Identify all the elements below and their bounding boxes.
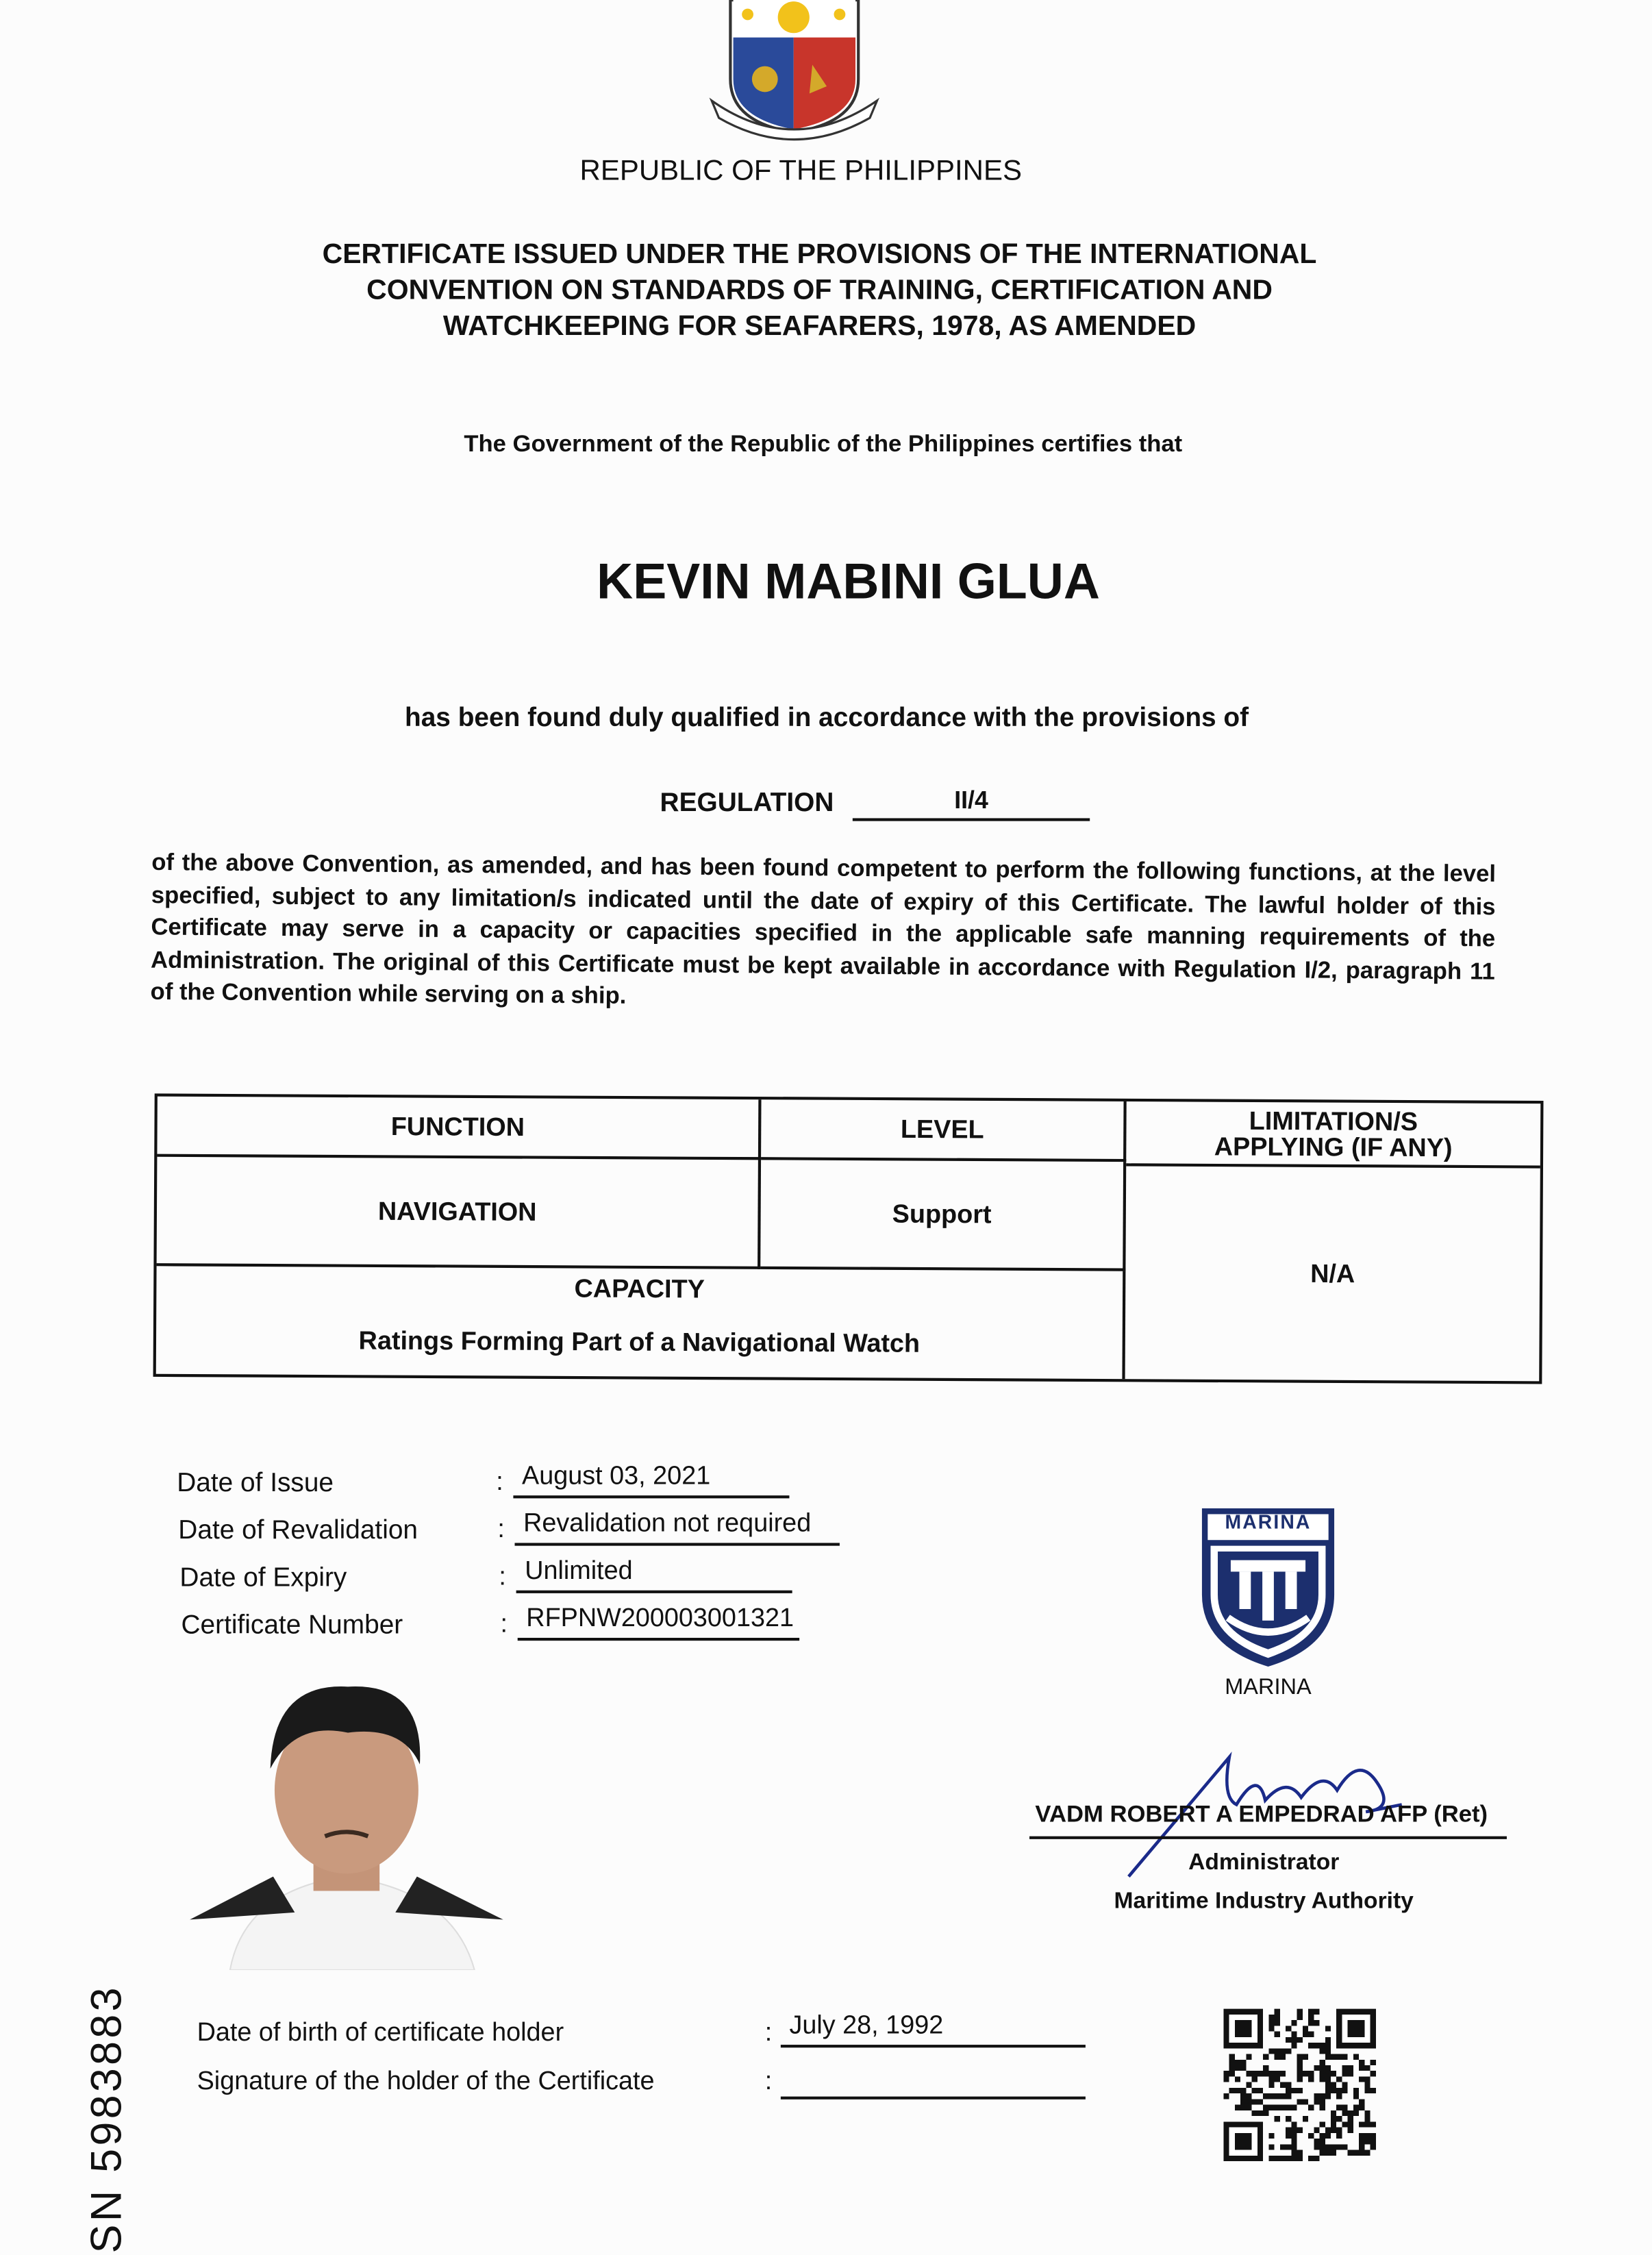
- title-line-1: CERTIFICATE ISSUED UNDER THE PROVISIONS OF THE INTERNATIONAL: [322, 238, 1317, 271]
- holder-name: KEVIN MABINI GLUA: [597, 553, 1100, 610]
- body-paragraph: of the above Convention, as amended, and has been found competent to perform the following functions, at the level specified, subject to any limitation/s indicated until the date of expiry of this Certificate. The lawful holder of this Certificate may serve in a capacity or capacities specified in the applicable safe manning requirements of the Administration. The original of this Certificate must be kept available in accordance with Regulation I/2, paragraph 11 of the Convention while serving on a ship.: [150, 849, 1497, 1010]
- colon: :: [764, 2066, 773, 2095]
- regulation-label: REGULATION: [660, 786, 834, 817]
- date-of-expiry-value: Unlimited: [516, 1556, 792, 1593]
- certificate-number-value: RFPNW200003001321: [518, 1604, 799, 1641]
- capacity-label: CAPACITY: [156, 1266, 1125, 1311]
- date-of-expiry-label: Date of Expiry: [179, 1561, 347, 1592]
- marina-caption: MARINA: [1225, 1675, 1312, 1700]
- date-of-issue-value: August 03, 2021: [513, 1461, 789, 1499]
- signatory-title: Administrator: [1188, 1850, 1340, 1876]
- limitations-value: N/A: [1310, 1258, 1355, 1288]
- qr-code-icon: [1222, 2009, 1377, 2162]
- colon: :: [500, 1609, 508, 1638]
- certificate-number-label: Certificate Number: [181, 1609, 403, 1640]
- signatory-org: Maritime Industry Authority: [1114, 1889, 1414, 1915]
- date-of-issue-label: Date of Issue: [177, 1467, 334, 1497]
- header-limitations: LIMITATION/S APPLYING (IF ANY): [1126, 1101, 1540, 1169]
- level-value: Support: [760, 1160, 1126, 1271]
- header-function: FUNCTION: [157, 1097, 761, 1160]
- colon: :: [499, 1561, 506, 1591]
- signatory-name: VADM ROBERT A EMPEDRAD AFP (Ret): [1035, 1802, 1488, 1828]
- colon: :: [497, 1514, 505, 1543]
- date-of-revalidation-value: Revalidation not required: [515, 1508, 840, 1546]
- country-name: REPUBLIC OF THE PHILIPPINES: [579, 155, 1023, 187]
- qualified-text: has been found duly qualified in accordance with the provisions of: [404, 701, 1249, 732]
- holder-signature-label: Signature of the holder of the Certificate: [197, 2066, 655, 2095]
- title-line-2: CONVENTION ON STANDARDS OF TRAINING, CERTIFICATION AND: [366, 274, 1273, 307]
- functions-table: [153, 1093, 1544, 1384]
- header-level: LEVEL: [761, 1099, 1127, 1162]
- signature-line: [1029, 1836, 1507, 1839]
- regulation-value: II/4: [853, 786, 1090, 821]
- date-of-revalidation-label: Date of Revalidation: [178, 1514, 418, 1545]
- title-line-3: WATCHKEEPING FOR SEAFARERS, 1978, AS AMENDED: [442, 310, 1197, 342]
- holder-signature-field: [781, 2062, 1086, 2100]
- capacity-value: Ratings Forming Part of a Navigational Watch: [156, 1306, 1125, 1379]
- colon: :: [496, 1467, 503, 1496]
- function-value: NAVIGATION: [157, 1157, 761, 1269]
- certifies-text: The Government of the Republic of the Philippines certifies that: [464, 431, 1183, 458]
- colon: :: [764, 2017, 773, 2047]
- holder-photo: [187, 1675, 506, 1970]
- philippine-seal-icon: [705, 0, 884, 147]
- dob-value: July 28, 1992: [781, 2010, 1086, 2048]
- dob-label: Date of birth of certificate holder: [197, 2017, 564, 2047]
- marina-badge-text: MARINA: [1225, 1511, 1312, 1533]
- serial-number: SN 5983883: [83, 1984, 132, 2254]
